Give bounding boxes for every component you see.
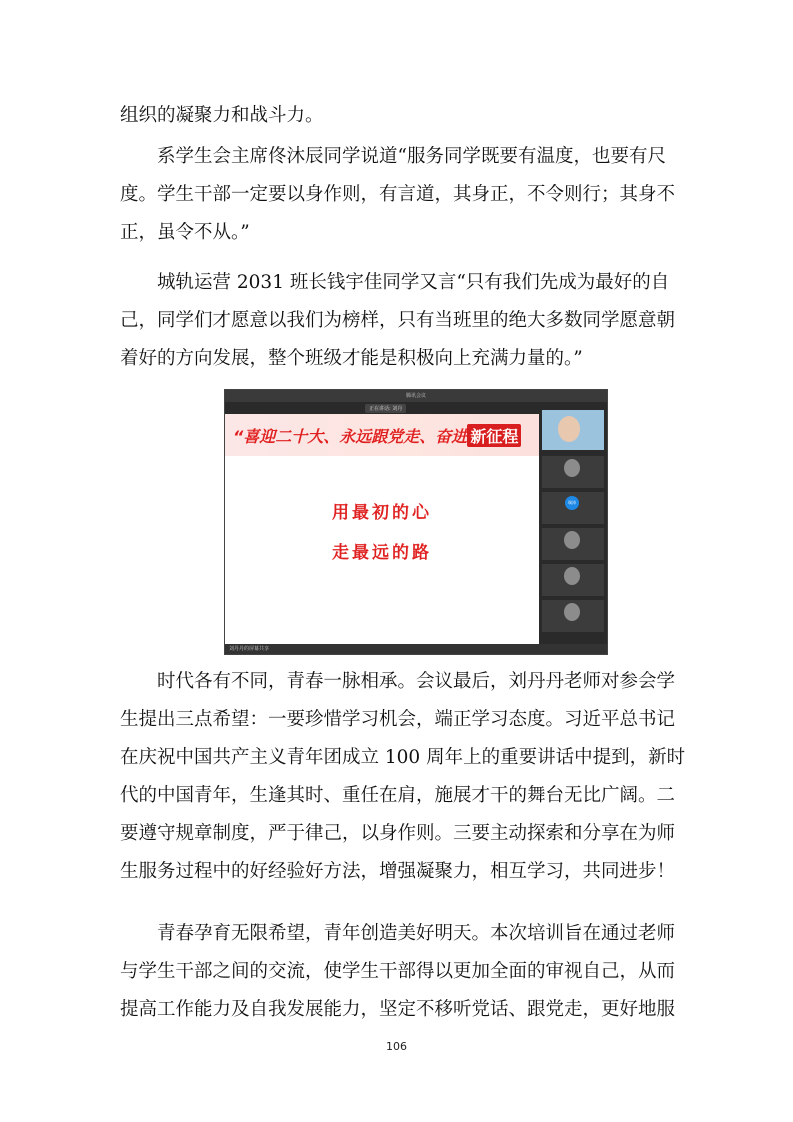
participant-video <box>564 531 580 549</box>
text-line: 城轨运营 2031 班长钱宇佳同学又言“只有我们先成为最好的自 <box>120 272 670 293</box>
slide-line-2: 走最远的路 <box>332 543 432 563</box>
text-line: 正，虽令不从。” <box>120 222 250 243</box>
participant-tile[interactable] <box>542 492 604 524</box>
window-bottombar <box>225 644 607 654</box>
slide-banner <box>233 424 521 447</box>
participant-video <box>564 459 580 477</box>
participant-tile[interactable] <box>542 410 604 450</box>
participant-video <box>564 603 580 621</box>
text-line: 系学生会主席佟沐辰同学说道“服务同学既要有温度，也要有尺 <box>120 146 666 167</box>
text-line: 着好的方向发展，整个班级才能是积极向上充满力量的。” <box>120 348 583 369</box>
participant-tile[interactable] <box>542 600 604 632</box>
participant-video <box>558 416 580 442</box>
screen-share-label: 刘丹丹的屏幕共享 <box>229 646 270 652</box>
text-line: 提高工作能力及自我发展能力，坚定不移听党话、跟党走，更好地服 <box>120 999 676 1020</box>
text-line: 生服务过程中的好经验好方法，增强凝聚力，相互学习，共同进步！ <box>120 861 676 882</box>
text-line: 时代各有不同，青春一脉相承。会议最后，刘丹丹老师对参会学 <box>120 671 676 692</box>
meeting-screenshot-figure <box>224 389 608 655</box>
presenter-indicator: 正在讲话: 刘丹 <box>365 404 406 413</box>
banner-tag: 新征程 <box>467 424 521 447</box>
text-line: 要遵守规章制度，严于律己，以身作则。三要主动探索和分享在为师 <box>120 823 676 844</box>
text-line: 己，同学们才愿意以我们为榜样，只有当班里的绝大多数同学愿意朝 <box>120 310 676 331</box>
avatar: 瑞涛 <box>565 496 579 510</box>
participant-tile[interactable] <box>542 564 604 596</box>
paragraph-2 <box>120 138 676 252</box>
page-number: 106 <box>386 1040 407 1053</box>
window-titlebar <box>225 390 607 402</box>
text-line: 青春孕育无限希望，青年创造美好明天。本次培训旨在通过老师 <box>120 923 676 944</box>
window-title: 腾讯会议 <box>405 393 426 399</box>
shared-slide <box>225 414 539 648</box>
banner-text: “喜迎二十大、永远跟党走、奋进 <box>233 427 468 446</box>
paragraph-3 <box>120 264 676 378</box>
text-line: 代的中国青年，生逢其时、重任在肩，施展才干的舞台无比广阔。二 <box>120 785 676 806</box>
text-line: 生提出三点希望：一要珍惜学习机会，端正学习态度。习近平总书记 <box>120 709 676 730</box>
participant-tile[interactable] <box>542 456 604 488</box>
text-line: 在庆祝中国共产主义青年团成立 100 周年上的重要讲话中提到，新时 <box>120 747 686 768</box>
slide-line-1: 用最初的心 <box>332 503 432 523</box>
participant-video <box>564 567 580 585</box>
text-line: 度。学生干部一定要以身作则，有言道，其身正，不令则行；其身不 <box>120 184 676 205</box>
text-line: 组织的凝聚力和战斗力。 <box>120 105 324 126</box>
participant-tile[interactable] <box>542 528 604 560</box>
paragraph-1 <box>120 97 676 135</box>
paragraph-4 <box>120 663 686 891</box>
paragraph-5 <box>120 915 676 1029</box>
slide-header <box>225 414 539 456</box>
text-line: 与学生干部之间的交流，使学生干部得以更加全面的审视自己，从而 <box>120 961 676 982</box>
participant-panel <box>542 404 604 642</box>
